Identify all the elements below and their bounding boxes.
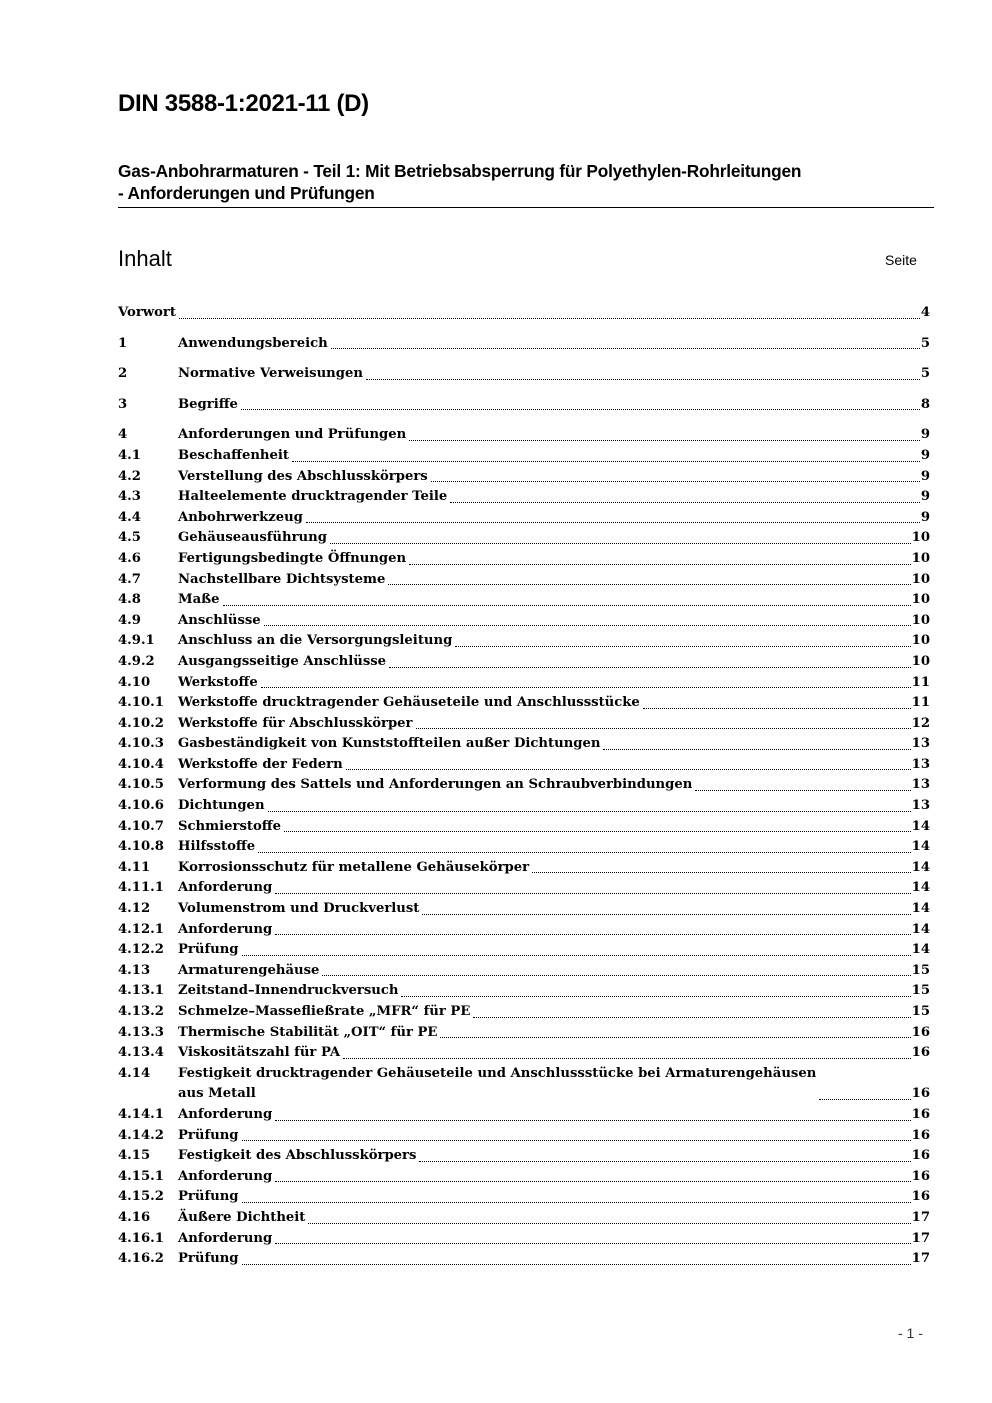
toc-entry[interactable]	[118, 920, 930, 941]
toc-entry-number: 4.11.1	[118, 880, 164, 896]
toc-entry-page: 11	[911, 695, 930, 711]
toc-entry-page: 10	[911, 530, 930, 546]
toc-entry-page: 14	[911, 880, 930, 896]
toc-entry-number: 4.10.6	[118, 798, 164, 814]
toc-dot-leader	[431, 481, 920, 482]
toc-entry[interactable]	[118, 1064, 930, 1105]
toc-dot-leader	[275, 1120, 910, 1121]
toc-entry-page: 10	[911, 592, 930, 608]
toc-entry[interactable]	[118, 755, 930, 776]
toc-entry-number: 4.13.2	[118, 1004, 164, 1019]
toc-entry-page: 10	[911, 550, 930, 566]
toc-entry-number: 4.13.3	[118, 1024, 164, 1040]
toc-entry-title: Viskositätszahl für PA	[178, 1045, 341, 1061]
toc-entry-title: Anforderungen und Prüfungen	[178, 427, 407, 443]
toc-entry[interactable]	[118, 611, 930, 632]
toc-entry[interactable]	[118, 734, 930, 755]
toc-dot-leader	[242, 1202, 911, 1203]
toc-entry-number: 4.10.3	[118, 736, 164, 752]
toc-entry-page: 14	[911, 921, 930, 937]
toc-entry[interactable]	[118, 673, 930, 694]
toc-entry-page: 15	[911, 1004, 930, 1019]
toc-entry-number: 4.15.2	[118, 1189, 164, 1205]
toc-dot-leader	[695, 790, 910, 791]
toc-entry[interactable]	[118, 961, 930, 982]
toc-dot-leader	[241, 409, 920, 410]
toc-entry[interactable]	[118, 1023, 930, 1044]
toc-entry-number: 4	[118, 427, 128, 443]
toc-dot-leader	[388, 584, 910, 585]
toc-entry-number: 4.9.1	[118, 633, 155, 649]
toc-entry[interactable]	[118, 1002, 930, 1023]
toc-entry-title: Anforderung	[178, 1106, 273, 1122]
toc-dot-leader	[331, 348, 920, 349]
toc-entry-title: Dichtungen	[178, 798, 265, 814]
toc-entry[interactable]	[118, 652, 930, 673]
toc-entry-title: Prüfung	[178, 1189, 239, 1205]
toc-entry-page: 10	[911, 571, 930, 587]
toc-entry-page: 5	[920, 335, 930, 351]
toc-entry-title: Anwendungsbereich	[178, 335, 328, 351]
toc-entry-number: 4.12	[118, 901, 151, 917]
toc-entry-title: Anforderung	[178, 921, 273, 937]
toc-dot-leader	[264, 625, 911, 626]
toc-entry[interactable]	[118, 631, 930, 652]
toc-entry[interactable]	[118, 590, 930, 611]
toc-entry-number: 4.10.1	[118, 695, 164, 711]
toc-entry[interactable]	[118, 364, 930, 385]
toc-entry-title: Äußere Dichtheit	[178, 1209, 306, 1225]
toc-entry-number: 2	[118, 366, 128, 382]
toc-dot-leader	[819, 1099, 910, 1100]
toc-entry-page: 13	[911, 777, 930, 793]
toc-entry-title: Volumenstrom und Druckverlust	[178, 901, 420, 917]
toc-dot-leader	[409, 440, 920, 441]
toc-entry[interactable]	[118, 1249, 930, 1270]
toc-entry[interactable]	[118, 570, 930, 591]
toc-entry-page: 15	[911, 983, 930, 999]
page-number: - 1 -	[898, 1325, 923, 1341]
toc-entry-number: 4.16.1	[118, 1230, 164, 1246]
toc-entry[interactable]	[118, 899, 930, 920]
document-title: DIN 3588-1:2021-11 (D)	[118, 90, 369, 117]
toc-dot-leader	[292, 461, 920, 462]
toc-entry-title: Festigkeit des Abschlusskörpers	[178, 1148, 417, 1164]
toc-entry-page: 9	[920, 489, 930, 505]
toc-dot-leader	[366, 379, 920, 380]
toc-entry[interactable]	[118, 508, 930, 529]
toc-dot-leader	[419, 1161, 910, 1162]
toc-entry[interactable]	[118, 817, 930, 838]
toc-entry-title: Anschlüsse	[178, 612, 261, 628]
toc-entry-number: 4.6	[118, 550, 141, 566]
toc-dot-leader	[401, 996, 910, 997]
toc-entry-number: 4.10.7	[118, 818, 164, 834]
toc-dot-leader	[275, 934, 910, 935]
toc-entry-title: Werkstoffe drucktragender Gehäuseteile und Anschlussstücke	[178, 695, 640, 711]
toc-entry[interactable]	[118, 487, 930, 508]
toc-entry-number: 4.14.2	[118, 1127, 164, 1143]
toc-entry-title: Beschaffenheit	[178, 447, 290, 463]
toc-entry[interactable]	[118, 981, 930, 1002]
toc-dot-leader	[275, 1181, 910, 1182]
toc-entry-title: Verstellung des Abschlusskörpers	[178, 468, 428, 484]
toc-entry[interactable]	[118, 528, 930, 549]
toc-entry-number: 1	[118, 335, 128, 351]
toc-dot-leader	[242, 955, 911, 956]
toc-dot-leader	[473, 1017, 910, 1018]
toc-entry-page: 9	[920, 447, 930, 463]
toc-entry-title: Werkstoffe	[178, 674, 258, 690]
toc-entry-title: Anforderung	[178, 1168, 273, 1184]
toc-dot-leader	[450, 502, 920, 503]
toc-entry[interactable]	[118, 303, 930, 324]
toc-entry[interactable]	[118, 549, 930, 570]
toc-entry-page: 17	[911, 1209, 930, 1225]
toc-entry-page: 14	[911, 942, 930, 958]
toc-entry[interactable]	[118, 467, 930, 488]
toc-entry-page: 14	[911, 818, 930, 834]
toc-entry[interactable]	[118, 775, 930, 796]
toc-entry-number: 4.15.1	[118, 1168, 164, 1184]
toc-entry-title: Armaturengehäuse	[178, 962, 320, 978]
toc-entry-title: Anschluss an die Versorgungsleitung	[178, 633, 453, 649]
toc-entry-title: Prüfung	[178, 942, 239, 958]
toc-entry-title-continued: aus Metall	[178, 1086, 256, 1102]
toc-entry[interactable]	[118, 796, 930, 817]
toc-entry-title: Prüfung	[178, 1251, 239, 1267]
subtitle-line-1: Gas-Anbohrarmaturen - Teil 1: Mit Betriebsabsperrung für Polyethylen-Rohrleitungen	[118, 161, 802, 181]
toc-entry[interactable]	[118, 446, 930, 467]
toc-entry[interactable]	[118, 1167, 930, 1188]
toc-entry[interactable]	[118, 878, 930, 899]
toc-entry[interactable]	[118, 1187, 930, 1208]
toc-dot-leader	[422, 914, 910, 915]
toc-entry-number: 4.10.2	[118, 715, 164, 731]
toc-entry-page: 15	[911, 962, 930, 978]
toc-entry-number: 4.15	[118, 1148, 151, 1164]
toc-entry-page: 13	[911, 736, 930, 752]
toc-entry-page: 16	[911, 1086, 930, 1102]
toc-entry-page: 10	[911, 653, 930, 669]
toc-entry-title: Schmelze–Massefließrate „MFR“ für PE	[178, 1004, 471, 1019]
toc-entry-number: 4.10	[118, 674, 151, 690]
toc-entry[interactable]	[118, 858, 930, 879]
toc-entry-title: Hilfsstoffe	[178, 839, 256, 855]
toc-entry-page: 12	[911, 715, 930, 731]
toc-entry-number: 4.12.1	[118, 921, 164, 937]
toc-entry-page: 9	[920, 427, 930, 443]
toc-entry-number: 4.16.2	[118, 1251, 164, 1267]
toc-page-column-label: Seite	[885, 252, 917, 268]
toc-entry-page: 13	[911, 798, 930, 814]
toc-entry-title: Ausgangsseitige Anschlüsse	[178, 653, 387, 669]
toc-dot-leader	[416, 728, 911, 729]
toc-dot-leader	[389, 667, 911, 668]
toc-dot-leader	[261, 687, 911, 688]
toc-entry-title: Werkstoffe der Federn	[178, 756, 343, 772]
toc-entry-number: 4.11	[118, 859, 151, 875]
toc-entry-title: Halteelemente drucktragender Teile	[178, 489, 448, 505]
toc-entry-number: 4.1	[118, 447, 141, 463]
toc-entry-title: Begriffe	[178, 396, 238, 412]
toc-entry-number: 4.10.4	[118, 756, 164, 772]
toc-entry-number: 4.3	[118, 489, 141, 505]
toc-entry-title: Werkstoffe für Abschlusskörper	[178, 715, 413, 731]
toc-entry[interactable]	[118, 714, 930, 735]
toc-entry-number: 4.2	[118, 468, 141, 484]
toc-entry-number: 4.5	[118, 530, 141, 546]
toc-dot-leader	[284, 831, 911, 832]
toc-entry-page: 16	[911, 1024, 930, 1040]
toc-entry-page: 16	[911, 1168, 930, 1184]
toc-entry[interactable]	[118, 1105, 930, 1126]
toc-entry-page: 17	[911, 1230, 930, 1246]
toc-entry[interactable]	[118, 334, 930, 355]
toc-dot-leader	[346, 769, 911, 770]
toc-entry-title: Anbohrwerkzeug	[178, 509, 303, 525]
toc-entry-title: Gasbeständigkeit von Kunststoffteilen außer Dichtungen	[178, 736, 601, 752]
toc-entry-title: Vorwort	[118, 305, 176, 320]
toc-entry[interactable]	[118, 837, 930, 858]
toc-entry-page: 14	[911, 839, 930, 855]
toc-entry[interactable]	[118, 425, 930, 446]
toc-entry[interactable]	[118, 1043, 930, 1064]
toc-entry-title: Gehäuseausführung	[178, 530, 327, 546]
toc-entry-page: 16	[911, 1148, 930, 1164]
toc-entry-page: 11	[911, 674, 930, 690]
toc-dot-leader	[440, 1037, 910, 1038]
toc-entry-number: 4.7	[118, 571, 141, 587]
toc-entry[interactable]	[118, 693, 930, 714]
toc-dot-leader	[343, 1058, 910, 1059]
toc-entry-number: 4.14.1	[118, 1106, 164, 1122]
toc-entry-title: Fertigungsbedingte Öffnungen	[178, 550, 407, 566]
toc-entry-number: 4.14	[118, 1065, 151, 1081]
toc-entry-page: 8	[920, 396, 930, 412]
toc-entry-number: 4.16	[118, 1209, 151, 1225]
toc-entry-page: 13	[911, 756, 930, 772]
toc-entry[interactable]	[118, 1146, 930, 1167]
toc-entry-number: 3	[118, 396, 128, 412]
toc-entry-title: Schmierstoffe	[178, 818, 281, 834]
toc-entry-title: Prüfung	[178, 1127, 239, 1143]
toc-dot-leader	[330, 543, 911, 544]
toc-dot-leader	[532, 872, 911, 873]
toc-entry-page: 14	[911, 901, 930, 917]
toc-entry-page: 16	[911, 1106, 930, 1122]
toc-entry-page: 9	[920, 468, 930, 484]
toc-entry-title: Anforderung	[178, 1230, 273, 1246]
toc-entry-number: 4.10.5	[118, 777, 164, 793]
toc-entry-title: Verformung des Sattels und Anforderungen an Schraubverbindungen	[178, 777, 693, 793]
toc-entry-title: Maße	[178, 592, 220, 608]
toc-dot-leader	[275, 1243, 910, 1244]
toc-entry-number: 4.4	[118, 509, 141, 525]
toc-dot-leader	[409, 564, 911, 565]
table-of-contents	[118, 303, 930, 1270]
toc-dot-leader	[455, 646, 910, 647]
toc-entry-page: 9	[920, 509, 930, 525]
toc-entry-title: Zeitstand–Innendruckversuch	[178, 983, 399, 999]
toc-dot-leader	[268, 811, 911, 812]
toc-entry-number: 4.10.8	[118, 839, 164, 855]
toc-entry-title: Korrosionsschutz für metallene Gehäusekörper	[178, 859, 530, 875]
toc-entry-title: Nachstellbare Dichtsysteme	[178, 571, 386, 587]
toc-dot-leader	[308, 1223, 910, 1224]
toc-entry-page: 16	[911, 1189, 930, 1205]
toc-dot-leader	[322, 975, 910, 976]
toc-entry[interactable]	[118, 1126, 930, 1147]
toc-entry[interactable]	[118, 940, 930, 961]
toc-entry-page: 17	[911, 1251, 930, 1267]
toc-entry-number: 4.9.2	[118, 653, 155, 669]
toc-entry-page: 14	[911, 859, 930, 875]
toc-entry-page: 10	[911, 612, 930, 628]
document-subtitle	[118, 160, 934, 208]
toc-dot-leader	[179, 318, 920, 319]
toc-entry-number: 4.9	[118, 612, 141, 628]
toc-dot-leader	[306, 522, 920, 523]
toc-dot-leader	[643, 708, 911, 709]
toc-entry-title: Festigkeit drucktragender Gehäuseteile und Anschlussstücke bei Armaturengehäusen	[178, 1065, 817, 1081]
toc-dot-leader	[223, 605, 911, 606]
subtitle-line-2: - Anforderungen und Prüfungen	[118, 183, 375, 203]
toc-dot-leader	[258, 852, 911, 853]
toc-entry-title: Thermische Stabilität „OIT“ für PE	[178, 1024, 438, 1040]
toc-entry-number: 4.12.2	[118, 942, 164, 958]
toc-entry-page: 16	[911, 1127, 930, 1143]
toc-entry-number: 4.13.1	[118, 983, 164, 999]
toc-entry-title: Anforderung	[178, 880, 273, 896]
toc-entry[interactable]	[118, 395, 930, 416]
toc-entry-page: 4	[920, 305, 930, 320]
toc-dot-leader	[275, 893, 910, 894]
toc-dot-leader	[603, 749, 910, 750]
toc-entry-page: 16	[911, 1045, 930, 1061]
toc-entry-number: 4.13.4	[118, 1045, 164, 1061]
toc-dot-leader	[242, 1140, 911, 1141]
toc-heading: Inhalt	[118, 246, 172, 271]
toc-entry-title: Normative Verweisungen	[178, 366, 363, 382]
toc-entry-page: 5	[920, 366, 930, 382]
toc-entry[interactable]	[118, 1229, 930, 1250]
toc-entry-page: 10	[911, 633, 930, 649]
toc-entry[interactable]	[118, 1208, 930, 1229]
toc-dot-leader	[242, 1264, 911, 1265]
toc-entry-number: 4.13	[118, 962, 151, 978]
toc-entry-number: 4.8	[118, 592, 141, 608]
